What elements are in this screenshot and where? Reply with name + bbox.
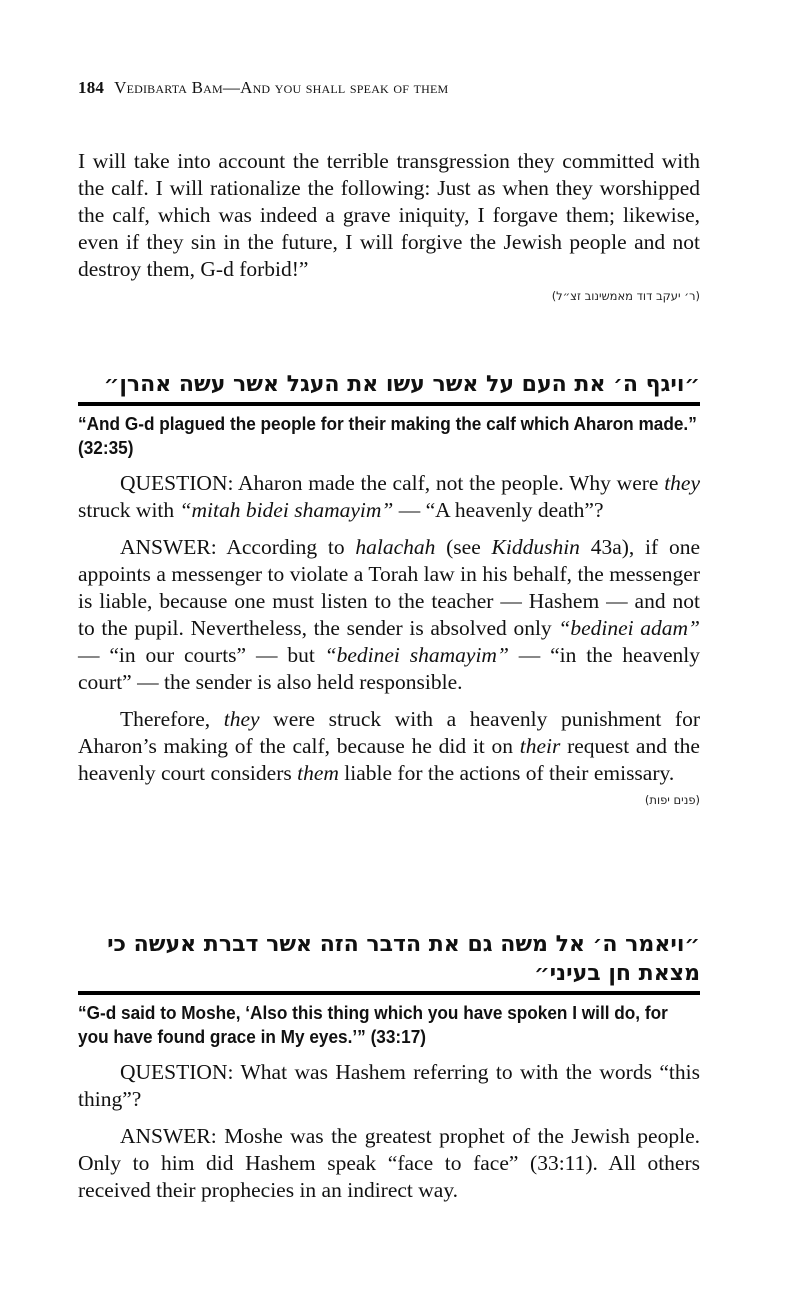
therefore-paragraph bbox=[78, 706, 700, 787]
text-run: — “in our courts” — but bbox=[78, 643, 325, 667]
english-verse-heading: “G-d said to Moshe, ‘Also this thing which you have spoken I will do, for you have found grace in My eyes.’” (33:17) bbox=[78, 1002, 668, 1047]
text-run: request and the heavenly court considers bbox=[78, 734, 700, 785]
english-verse-heading: “And G-d plagued the people for their making the calf which Aharon made.” (32:35) bbox=[78, 413, 697, 458]
text-run: — “in the heavenly court” — the sender is also held responsible. bbox=[78, 643, 700, 694]
text-run: liable for the actions of their emissary. bbox=[338, 761, 675, 785]
section-1 bbox=[78, 370, 700, 807]
italic-run: their bbox=[519, 734, 561, 758]
italic-run: they bbox=[223, 707, 260, 731]
source-citation: (ר׳ יעקב דוד מאמשינוב זצ״ל) bbox=[551, 289, 700, 303]
question-paragraph: QUESTION: What was Hashem referring to with the words “this thing”? bbox=[78, 1060, 700, 1111]
source-citation: (פנים יפות) bbox=[644, 793, 700, 807]
italic-run: “bedinei shamayim” bbox=[324, 643, 509, 667]
italic-run: they bbox=[664, 471, 700, 495]
text-run: 43a), if one appoints a messenger to violate a Torah law in his behalf, the messenger is liable, because one must listen to the teacher — Hashem — and not to the pupil. Nevertheless, the sender is absolved only bbox=[78, 535, 700, 640]
page-number: 184 bbox=[78, 78, 105, 97]
italic-run: “bedinei adam” bbox=[558, 616, 701, 640]
text-run: struck with bbox=[78, 498, 180, 522]
section-2 bbox=[78, 930, 700, 1204]
italic-run: “mitah bidei shamayim” bbox=[179, 498, 394, 522]
hebrew-verse-heading: ״ויאמר ה׳ אל משה גם את הדבר הזה אשר דברת אעשה כי מצאת חן בעיני״ bbox=[78, 930, 700, 995]
running-head bbox=[78, 78, 700, 98]
continuation-block bbox=[78, 148, 700, 303]
answer-paragraph: ANSWER: Moshe was the greatest prophet of the Jewish people. Only to him did Hashem speak “face to face” (33:11). All others received their prophecies in an indirect way. bbox=[78, 1124, 700, 1202]
hebrew-verse-heading: ״ויגף ה׳ את העם על אשר עשו את העגל אשר עשה אהרן״ bbox=[78, 370, 700, 406]
text-run: ANSWER: According to bbox=[120, 535, 356, 559]
text-run: were struck with a heavenly punishment for Aharon’s making of the calf, because he did it on bbox=[78, 707, 700, 758]
continuation-paragraph: I will take into account the terrible transgression they committed with the calf. I will rationalize the following: Just as when they worshipped the calf, which was indeed a grave iniquity, I forgave them; likewise, even if they sin in the future, I will forgive the Jewish people and not destroy them, G-d forbid!” bbox=[78, 149, 700, 281]
text-run: — “A heavenly death”? bbox=[393, 498, 604, 522]
italic-run: them bbox=[297, 761, 339, 785]
text-run: QUESTION: Aharon made the calf, not the people. Why were bbox=[120, 471, 665, 495]
italic-run: halachah bbox=[355, 535, 436, 559]
book-title: Vedibarta Bam—And you shall speak of them bbox=[114, 78, 449, 97]
question-paragraph bbox=[78, 470, 700, 524]
answer-paragraph bbox=[78, 534, 700, 696]
text-run: (see bbox=[435, 535, 492, 559]
text-run: Therefore, bbox=[120, 707, 224, 731]
italic-run: Kiddushin bbox=[491, 535, 580, 559]
